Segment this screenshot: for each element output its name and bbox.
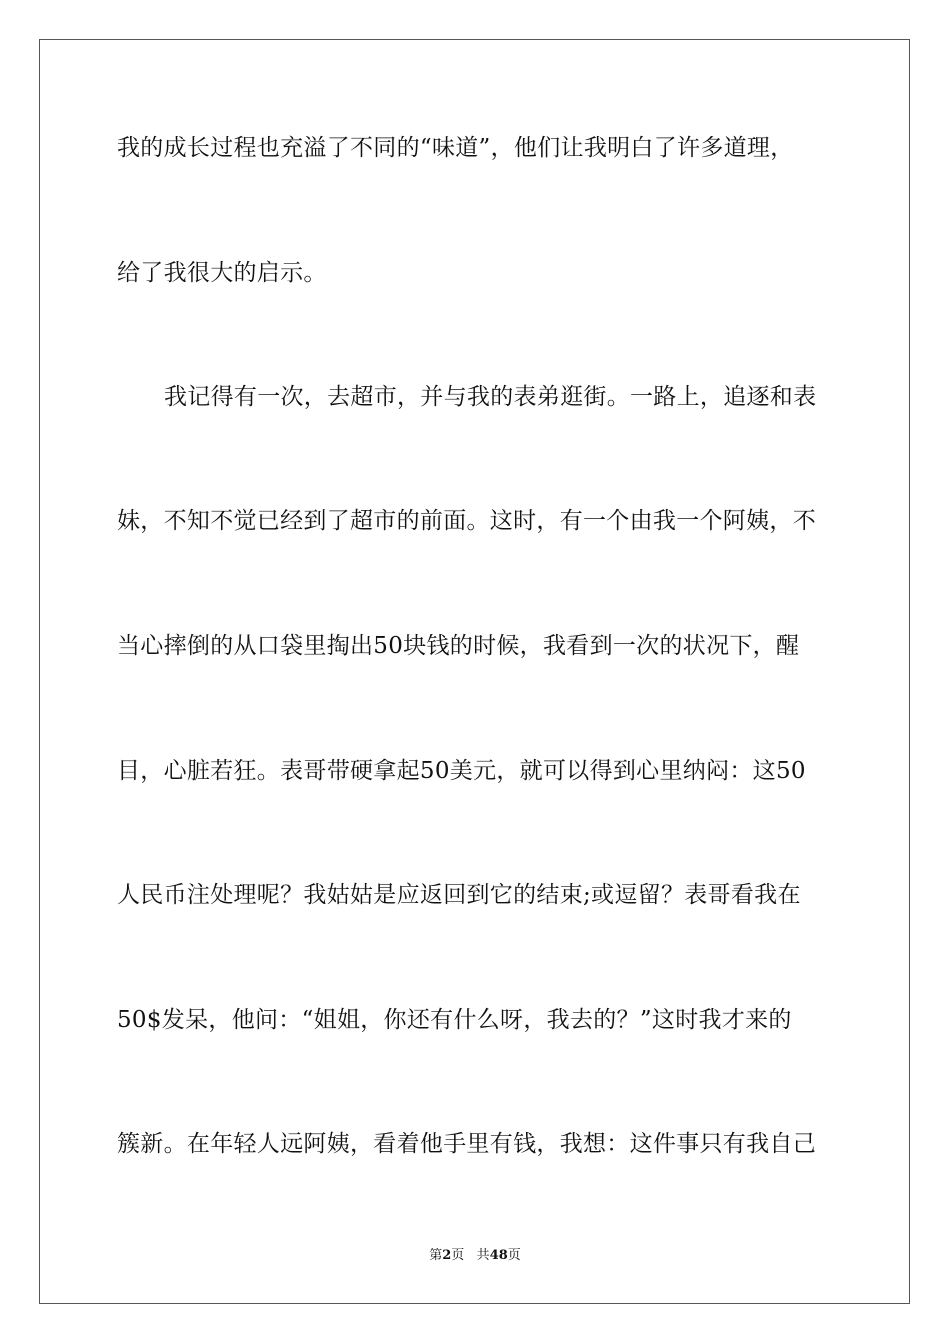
text-line: 当心摔倒的从口袋里掏出50块钱的时候，我看到一次的状况下，醒 — [117, 633, 800, 659]
text-line: 妹，不知不觉已经到了超市的前面。这时，有一个由我一个阿姨，不 — [117, 508, 816, 534]
text-line: 给了我很大的启示。 — [117, 260, 327, 286]
paragraph-first-line: 我记得有一次，去超市，并与我的表弟逛街。一路上，追逐和表 — [164, 384, 817, 410]
text-line: 人民币注处理呢？我姑姑是应返回到它的结束;或逗留？表哥看我在 — [117, 882, 801, 908]
page-border — [39, 39, 910, 1304]
footer-total-suffix: 页 — [507, 1248, 521, 1263]
text-line: 目，心脏若狂。表哥带硬拿起50美元，就可以得到心里纳闷：这50 — [117, 758, 806, 784]
text-line: 簇新。在年轻人远阿姨，看着他手里有钱，我想：这件事只有我自己 — [117, 1131, 816, 1157]
total-page-count: 48 — [489, 1248, 508, 1263]
footer-prefix: 第 — [429, 1248, 443, 1263]
page-footer — [0, 1248, 950, 1264]
text-line: 我的成长过程也充溢了不同的“味道”，他们让我明白了许多道理， — [117, 135, 794, 161]
current-page-number: 2 — [442, 1248, 452, 1263]
footer-total-prefix: 共 — [476, 1248, 490, 1263]
text-line: 50$发呆，他问：“姐姐，你还有什么呀，我去的？”这时我才来的 — [117, 1007, 792, 1033]
footer-page-suffix: 页 — [451, 1248, 465, 1263]
